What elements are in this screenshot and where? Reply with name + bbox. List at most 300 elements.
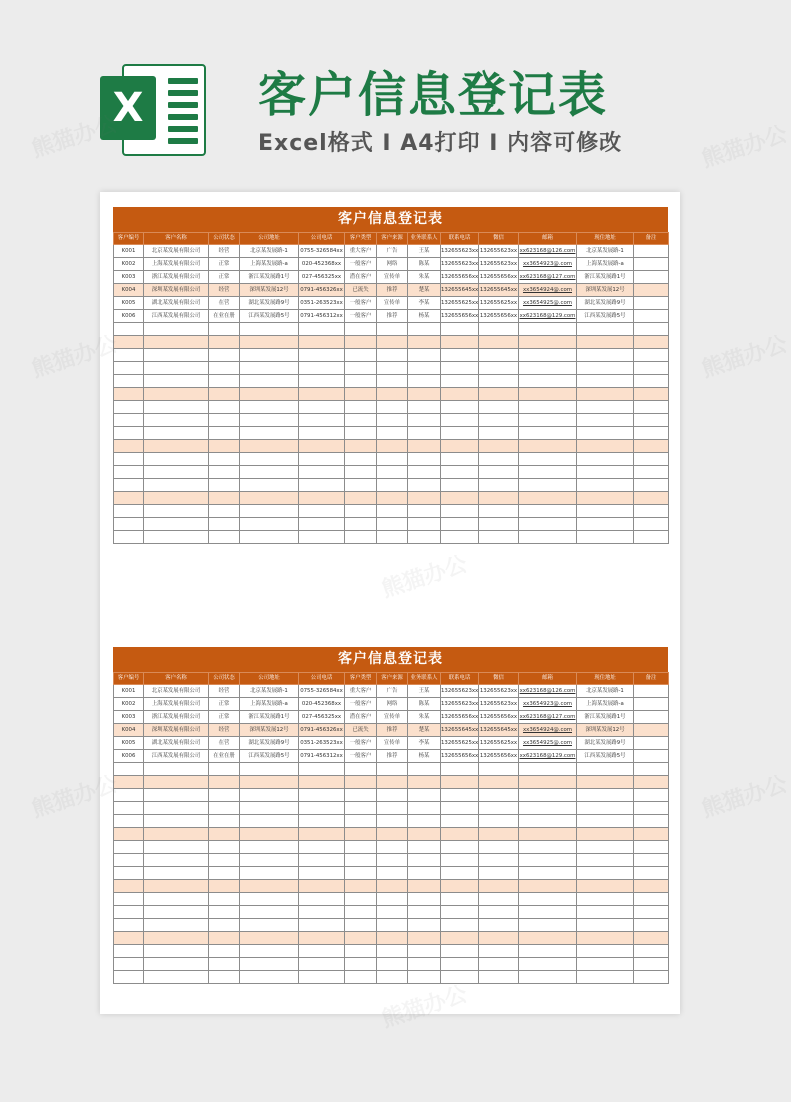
empty-cell[interactable] bbox=[519, 362, 577, 375]
empty-cell[interactable] bbox=[479, 466, 519, 479]
empty-cell[interactable] bbox=[299, 427, 345, 440]
empty-cell[interactable] bbox=[209, 958, 240, 971]
empty-cell[interactable] bbox=[299, 479, 345, 492]
empty-cell[interactable] bbox=[634, 349, 669, 362]
empty-cell[interactable] bbox=[479, 323, 519, 336]
empty-cell[interactable] bbox=[114, 401, 144, 414]
table-cell[interactable]: 一般客户 bbox=[345, 750, 377, 763]
empty-cell[interactable] bbox=[408, 323, 441, 336]
table-cell[interactable]: 132655656xx bbox=[441, 750, 479, 763]
empty-cell[interactable] bbox=[441, 362, 479, 375]
empty-row[interactable] bbox=[114, 867, 669, 880]
empty-cell[interactable] bbox=[345, 867, 377, 880]
empty-row[interactable] bbox=[114, 880, 669, 893]
table-cell[interactable]: 上海某发展路-a bbox=[240, 698, 299, 711]
empty-cell[interactable] bbox=[144, 893, 209, 906]
table-cell[interactable]: 132655656xx bbox=[479, 310, 519, 323]
empty-cell[interactable] bbox=[408, 867, 441, 880]
empty-cell[interactable] bbox=[114, 854, 144, 867]
empty-cell[interactable] bbox=[577, 958, 634, 971]
empty-cell[interactable] bbox=[345, 763, 377, 776]
table-cell[interactable] bbox=[634, 698, 669, 711]
empty-cell[interactable] bbox=[441, 323, 479, 336]
table-cell[interactable]: 陈某 bbox=[408, 258, 441, 271]
empty-cell[interactable] bbox=[345, 776, 377, 789]
empty-cell[interactable] bbox=[479, 945, 519, 958]
empty-cell[interactable] bbox=[377, 336, 408, 349]
empty-cell[interactable] bbox=[441, 440, 479, 453]
table-cell[interactable]: 0791-456326xx bbox=[299, 284, 345, 297]
empty-cell[interactable] bbox=[408, 440, 441, 453]
empty-row[interactable] bbox=[114, 958, 669, 971]
table-cell[interactable]: 北京某发展路-1 bbox=[240, 685, 299, 698]
table-cell[interactable]: 正常 bbox=[209, 271, 240, 284]
empty-cell[interactable] bbox=[114, 880, 144, 893]
table-cell[interactable]: 020-452368xx bbox=[299, 698, 345, 711]
empty-row[interactable] bbox=[114, 440, 669, 453]
empty-cell[interactable] bbox=[299, 893, 345, 906]
empty-cell[interactable] bbox=[299, 453, 345, 466]
table-cell[interactable]: 网络 bbox=[377, 698, 408, 711]
empty-cell[interactable] bbox=[519, 375, 577, 388]
empty-row[interactable] bbox=[114, 479, 669, 492]
empty-cell[interactable] bbox=[144, 401, 209, 414]
empty-cell[interactable] bbox=[299, 802, 345, 815]
table-cell[interactable]: 一般客户 bbox=[345, 297, 377, 310]
empty-cell[interactable] bbox=[377, 854, 408, 867]
empty-cell[interactable] bbox=[577, 828, 634, 841]
empty-cell[interactable] bbox=[408, 906, 441, 919]
empty-cell[interactable] bbox=[577, 336, 634, 349]
empty-cell[interactable] bbox=[441, 414, 479, 427]
empty-cell[interactable] bbox=[519, 323, 577, 336]
empty-cell[interactable] bbox=[345, 789, 377, 802]
empty-cell[interactable] bbox=[479, 893, 519, 906]
empty-cell[interactable] bbox=[209, 828, 240, 841]
table-cell[interactable]: 宣传单 bbox=[377, 271, 408, 284]
empty-cell[interactable] bbox=[144, 841, 209, 854]
empty-cell[interactable] bbox=[377, 349, 408, 362]
empty-cell[interactable] bbox=[441, 401, 479, 414]
empty-cell[interactable] bbox=[634, 919, 669, 932]
empty-cell[interactable] bbox=[479, 776, 519, 789]
empty-cell[interactable] bbox=[240, 531, 299, 544]
empty-cell[interactable] bbox=[479, 375, 519, 388]
empty-cell[interactable] bbox=[114, 893, 144, 906]
empty-cell[interactable] bbox=[577, 362, 634, 375]
table-cell[interactable]: 132655623xx bbox=[479, 685, 519, 698]
table-cell[interactable]: 江西某发展路5号 bbox=[240, 310, 299, 323]
table-cell[interactable]: 132655656xx bbox=[479, 711, 519, 724]
empty-cell[interactable] bbox=[299, 919, 345, 932]
table-cell[interactable]: 北京某发展路-1 bbox=[577, 245, 634, 258]
table-cell[interactable]: 湖北某发展路9号 bbox=[577, 297, 634, 310]
empty-cell[interactable] bbox=[240, 440, 299, 453]
empty-cell[interactable] bbox=[209, 815, 240, 828]
table-cell[interactable]: 江西某发展路5号 bbox=[577, 310, 634, 323]
empty-cell[interactable] bbox=[441, 828, 479, 841]
empty-row[interactable] bbox=[114, 388, 669, 401]
empty-cell[interactable] bbox=[114, 932, 144, 945]
empty-cell[interactable] bbox=[144, 362, 209, 375]
table-cell[interactable]: 0351-263523xx bbox=[299, 737, 345, 750]
empty-cell[interactable] bbox=[479, 427, 519, 440]
table-cell[interactable]: K004 bbox=[114, 724, 144, 737]
empty-cell[interactable] bbox=[240, 867, 299, 880]
empty-cell[interactable] bbox=[299, 880, 345, 893]
table-row[interactable] bbox=[114, 297, 669, 310]
empty-cell[interactable] bbox=[408, 401, 441, 414]
empty-cell[interactable] bbox=[114, 945, 144, 958]
table-cell[interactable]: 浙江某发展有限公司 bbox=[144, 711, 209, 724]
empty-cell[interactable] bbox=[377, 958, 408, 971]
empty-cell[interactable] bbox=[240, 971, 299, 984]
empty-cell[interactable] bbox=[577, 492, 634, 505]
empty-cell[interactable] bbox=[240, 789, 299, 802]
empty-cell[interactable] bbox=[299, 518, 345, 531]
empty-cell[interactable] bbox=[345, 440, 377, 453]
empty-cell[interactable] bbox=[408, 518, 441, 531]
empty-cell[interactable] bbox=[377, 440, 408, 453]
empty-cell[interactable] bbox=[479, 531, 519, 544]
empty-cell[interactable] bbox=[240, 466, 299, 479]
empty-cell[interactable] bbox=[240, 958, 299, 971]
empty-cell[interactable] bbox=[299, 776, 345, 789]
empty-cell[interactable] bbox=[240, 945, 299, 958]
empty-cell[interactable] bbox=[479, 958, 519, 971]
table-cell[interactable]: 浙江某发展路1号 bbox=[577, 271, 634, 284]
empty-cell[interactable] bbox=[519, 880, 577, 893]
empty-cell[interactable] bbox=[144, 828, 209, 841]
empty-cell[interactable] bbox=[441, 375, 479, 388]
table-cell[interactable]: 湖北某发展路9号 bbox=[240, 737, 299, 750]
empty-cell[interactable] bbox=[377, 388, 408, 401]
empty-cell[interactable] bbox=[441, 932, 479, 945]
empty-cell[interactable] bbox=[345, 880, 377, 893]
empty-cell[interactable] bbox=[240, 932, 299, 945]
empty-cell[interactable] bbox=[209, 375, 240, 388]
table-cell[interactable]: 北京某发展有限公司 bbox=[144, 245, 209, 258]
empty-cell[interactable] bbox=[408, 932, 441, 945]
empty-cell[interactable] bbox=[345, 388, 377, 401]
empty-cell[interactable] bbox=[634, 945, 669, 958]
empty-cell[interactable] bbox=[519, 427, 577, 440]
empty-row[interactable] bbox=[114, 854, 669, 867]
empty-row[interactable] bbox=[114, 763, 669, 776]
empty-cell[interactable] bbox=[299, 763, 345, 776]
empty-cell[interactable] bbox=[479, 828, 519, 841]
empty-row[interactable] bbox=[114, 945, 669, 958]
empty-cell[interactable] bbox=[577, 945, 634, 958]
empty-cell[interactable] bbox=[240, 401, 299, 414]
table-cell[interactable]: 北京某发展路-1 bbox=[577, 685, 634, 698]
empty-cell[interactable] bbox=[377, 323, 408, 336]
table-cell[interactable] bbox=[634, 711, 669, 724]
table-cell[interactable]: 楚某 bbox=[408, 284, 441, 297]
empty-cell[interactable] bbox=[114, 388, 144, 401]
table-cell[interactable]: 一般客户 bbox=[345, 698, 377, 711]
table-cell[interactable]: 北京某发展路-1 bbox=[240, 245, 299, 258]
empty-cell[interactable] bbox=[240, 906, 299, 919]
empty-cell[interactable] bbox=[209, 867, 240, 880]
table-row[interactable] bbox=[114, 750, 669, 763]
empty-cell[interactable] bbox=[209, 401, 240, 414]
empty-cell[interactable] bbox=[441, 854, 479, 867]
empty-cell[interactable] bbox=[144, 440, 209, 453]
table-cell[interactable]: 宣传单 bbox=[377, 711, 408, 724]
empty-cell[interactable] bbox=[479, 505, 519, 518]
empty-cell[interactable] bbox=[209, 362, 240, 375]
empty-cell[interactable] bbox=[634, 802, 669, 815]
table-row[interactable] bbox=[114, 685, 669, 698]
empty-row[interactable] bbox=[114, 375, 669, 388]
table-cell[interactable]: K001 bbox=[114, 685, 144, 698]
empty-cell[interactable] bbox=[377, 880, 408, 893]
table-cell[interactable]: 经营 bbox=[209, 284, 240, 297]
empty-cell[interactable] bbox=[479, 789, 519, 802]
empty-cell[interactable] bbox=[240, 375, 299, 388]
empty-cell[interactable] bbox=[479, 349, 519, 362]
empty-cell[interactable] bbox=[479, 414, 519, 427]
empty-cell[interactable] bbox=[209, 802, 240, 815]
empty-cell[interactable] bbox=[144, 815, 209, 828]
empty-cell[interactable] bbox=[114, 906, 144, 919]
empty-cell[interactable] bbox=[144, 349, 209, 362]
empty-cell[interactable] bbox=[299, 401, 345, 414]
table-cell[interactable]: 推荐 bbox=[377, 284, 408, 297]
empty-cell[interactable] bbox=[441, 802, 479, 815]
empty-cell[interactable] bbox=[634, 854, 669, 867]
empty-cell[interactable] bbox=[441, 505, 479, 518]
empty-cell[interactable] bbox=[114, 518, 144, 531]
empty-cell[interactable] bbox=[377, 945, 408, 958]
table-cell[interactable]: 027-456325xx bbox=[299, 711, 345, 724]
table-cell[interactable]: 正常 bbox=[209, 258, 240, 271]
empty-cell[interactable] bbox=[144, 492, 209, 505]
table-cell[interactable]: K003 bbox=[114, 271, 144, 284]
empty-cell[interactable] bbox=[519, 893, 577, 906]
empty-cell[interactable] bbox=[114, 453, 144, 466]
empty-cell[interactable] bbox=[144, 336, 209, 349]
empty-cell[interactable] bbox=[209, 971, 240, 984]
empty-cell[interactable] bbox=[577, 880, 634, 893]
table-cell[interactable]: 推荐 bbox=[377, 310, 408, 323]
empty-cell[interactable] bbox=[144, 518, 209, 531]
table-cell[interactable]: 0755-326584xx bbox=[299, 685, 345, 698]
empty-cell[interactable] bbox=[577, 505, 634, 518]
empty-cell[interactable] bbox=[209, 349, 240, 362]
empty-cell[interactable] bbox=[377, 906, 408, 919]
empty-cell[interactable] bbox=[299, 906, 345, 919]
empty-cell[interactable] bbox=[634, 958, 669, 971]
empty-cell[interactable] bbox=[240, 414, 299, 427]
table-cell[interactable]: 湖北某发展路9号 bbox=[577, 737, 634, 750]
empty-cell[interactable] bbox=[634, 492, 669, 505]
table-cell[interactable]: 在营 bbox=[209, 297, 240, 310]
empty-cell[interactable] bbox=[479, 362, 519, 375]
empty-cell[interactable] bbox=[519, 789, 577, 802]
empty-cell[interactable] bbox=[479, 440, 519, 453]
empty-cell[interactable] bbox=[209, 466, 240, 479]
empty-cell[interactable] bbox=[577, 919, 634, 932]
empty-cell[interactable] bbox=[577, 763, 634, 776]
table-cell[interactable]: 江西某发展有限公司 bbox=[144, 750, 209, 763]
empty-cell[interactable] bbox=[377, 841, 408, 854]
table-cell[interactable]: xx3654925@.com bbox=[519, 737, 577, 750]
table-cell[interactable]: 在业在册 bbox=[209, 750, 240, 763]
table-cell[interactable]: K002 bbox=[114, 258, 144, 271]
empty-cell[interactable] bbox=[144, 466, 209, 479]
table-cell[interactable]: 132655656xx bbox=[479, 271, 519, 284]
empty-cell[interactable] bbox=[441, 776, 479, 789]
empty-row[interactable] bbox=[114, 505, 669, 518]
empty-cell[interactable] bbox=[479, 388, 519, 401]
empty-cell[interactable] bbox=[345, 531, 377, 544]
empty-cell[interactable] bbox=[577, 440, 634, 453]
empty-cell[interactable] bbox=[144, 531, 209, 544]
table-cell[interactable]: 已流失 bbox=[345, 284, 377, 297]
empty-cell[interactable] bbox=[577, 932, 634, 945]
table-cell[interactable] bbox=[634, 750, 669, 763]
empty-cell[interactable] bbox=[577, 401, 634, 414]
table-cell[interactable]: 132655656xx bbox=[479, 750, 519, 763]
table-cell[interactable]: 132655623xx bbox=[479, 245, 519, 258]
empty-cell[interactable] bbox=[441, 531, 479, 544]
table-cell[interactable]: 132655623xx bbox=[441, 245, 479, 258]
empty-cell[interactable] bbox=[299, 789, 345, 802]
empty-cell[interactable] bbox=[299, 958, 345, 971]
table-cell[interactable]: 132655656xx bbox=[441, 711, 479, 724]
empty-cell[interactable] bbox=[209, 893, 240, 906]
empty-cell[interactable] bbox=[577, 323, 634, 336]
empty-cell[interactable] bbox=[441, 763, 479, 776]
empty-cell[interactable] bbox=[441, 971, 479, 984]
empty-cell[interactable] bbox=[240, 893, 299, 906]
table-cell[interactable]: 一般客户 bbox=[345, 310, 377, 323]
table-cell[interactable] bbox=[634, 310, 669, 323]
empty-cell[interactable] bbox=[209, 492, 240, 505]
empty-cell[interactable] bbox=[441, 880, 479, 893]
table-cell[interactable]: 王某 bbox=[408, 245, 441, 258]
empty-cell[interactable] bbox=[634, 867, 669, 880]
table-cell[interactable]: 上海某发展有限公司 bbox=[144, 698, 209, 711]
empty-cell[interactable] bbox=[299, 505, 345, 518]
empty-cell[interactable] bbox=[209, 531, 240, 544]
table-cell[interactable]: 一般客户 bbox=[345, 258, 377, 271]
empty-cell[interactable] bbox=[441, 336, 479, 349]
table-cell[interactable]: 132655645xx bbox=[479, 284, 519, 297]
table-cell[interactable]: 132655625xx bbox=[441, 737, 479, 750]
empty-row[interactable] bbox=[114, 349, 669, 362]
empty-cell[interactable] bbox=[408, 854, 441, 867]
empty-cell[interactable] bbox=[441, 349, 479, 362]
empty-cell[interactable] bbox=[209, 854, 240, 867]
empty-cell[interactable] bbox=[240, 505, 299, 518]
table-cell[interactable]: K004 bbox=[114, 284, 144, 297]
empty-cell[interactable] bbox=[209, 880, 240, 893]
empty-cell[interactable] bbox=[345, 893, 377, 906]
empty-cell[interactable] bbox=[114, 531, 144, 544]
empty-cell[interactable] bbox=[577, 867, 634, 880]
empty-cell[interactable] bbox=[240, 427, 299, 440]
empty-cell[interactable] bbox=[377, 776, 408, 789]
empty-cell[interactable] bbox=[209, 906, 240, 919]
table-cell[interactable]: 正常 bbox=[209, 698, 240, 711]
empty-cell[interactable] bbox=[441, 867, 479, 880]
empty-cell[interactable] bbox=[209, 518, 240, 531]
empty-cell[interactable] bbox=[345, 427, 377, 440]
empty-cell[interactable] bbox=[577, 349, 634, 362]
empty-row[interactable] bbox=[114, 815, 669, 828]
table-cell[interactable]: 上海某发展路-a bbox=[240, 258, 299, 271]
table-cell[interactable]: 上海某发展路-a bbox=[577, 698, 634, 711]
empty-row[interactable] bbox=[114, 841, 669, 854]
empty-row[interactable] bbox=[114, 466, 669, 479]
empty-cell[interactable] bbox=[408, 414, 441, 427]
empty-cell[interactable] bbox=[577, 466, 634, 479]
empty-cell[interactable] bbox=[114, 440, 144, 453]
empty-cell[interactable] bbox=[408, 466, 441, 479]
empty-cell[interactable] bbox=[377, 492, 408, 505]
empty-cell[interactable] bbox=[114, 349, 144, 362]
empty-cell[interactable] bbox=[408, 893, 441, 906]
empty-cell[interactable] bbox=[144, 945, 209, 958]
empty-cell[interactable] bbox=[209, 388, 240, 401]
empty-cell[interactable] bbox=[114, 919, 144, 932]
empty-row[interactable] bbox=[114, 414, 669, 427]
empty-cell[interactable] bbox=[377, 893, 408, 906]
empty-cell[interactable] bbox=[345, 958, 377, 971]
empty-cell[interactable] bbox=[299, 323, 345, 336]
empty-cell[interactable] bbox=[114, 828, 144, 841]
empty-cell[interactable] bbox=[519, 349, 577, 362]
table-cell[interactable]: 132655645xx bbox=[441, 284, 479, 297]
empty-cell[interactable] bbox=[209, 919, 240, 932]
empty-row[interactable] bbox=[114, 531, 669, 544]
table-cell[interactable]: 北京某发展有限公司 bbox=[144, 685, 209, 698]
table-cell[interactable]: 宣传单 bbox=[377, 297, 408, 310]
empty-cell[interactable] bbox=[377, 479, 408, 492]
empty-cell[interactable] bbox=[408, 492, 441, 505]
table-cell[interactable] bbox=[634, 258, 669, 271]
empty-cell[interactable] bbox=[114, 427, 144, 440]
empty-cell[interactable] bbox=[345, 802, 377, 815]
empty-cell[interactable] bbox=[577, 789, 634, 802]
table-cell[interactable]: xx3654924@.com bbox=[519, 284, 577, 297]
table-row[interactable] bbox=[114, 711, 669, 724]
empty-cell[interactable] bbox=[209, 336, 240, 349]
empty-cell[interactable] bbox=[408, 815, 441, 828]
empty-cell[interactable] bbox=[299, 440, 345, 453]
empty-cell[interactable] bbox=[408, 880, 441, 893]
table-cell[interactable]: 浙江某发展有限公司 bbox=[144, 271, 209, 284]
table-cell[interactable]: 深圳某发展12号 bbox=[577, 284, 634, 297]
empty-cell[interactable] bbox=[299, 867, 345, 880]
empty-cell[interactable] bbox=[479, 802, 519, 815]
empty-cell[interactable] bbox=[634, 362, 669, 375]
empty-cell[interactable] bbox=[114, 323, 144, 336]
empty-cell[interactable] bbox=[441, 958, 479, 971]
empty-cell[interactable] bbox=[408, 349, 441, 362]
table-cell[interactable]: 0351-263523xx bbox=[299, 297, 345, 310]
table-cell[interactable]: 0791-456312xx bbox=[299, 310, 345, 323]
table-cell[interactable]: 在营 bbox=[209, 737, 240, 750]
empty-cell[interactable] bbox=[209, 776, 240, 789]
table-cell[interactable]: 广告 bbox=[377, 685, 408, 698]
table-cell[interactable]: xx3654925@.com bbox=[519, 297, 577, 310]
empty-row[interactable] bbox=[114, 518, 669, 531]
table-cell[interactable]: 江西某发展有限公司 bbox=[144, 310, 209, 323]
